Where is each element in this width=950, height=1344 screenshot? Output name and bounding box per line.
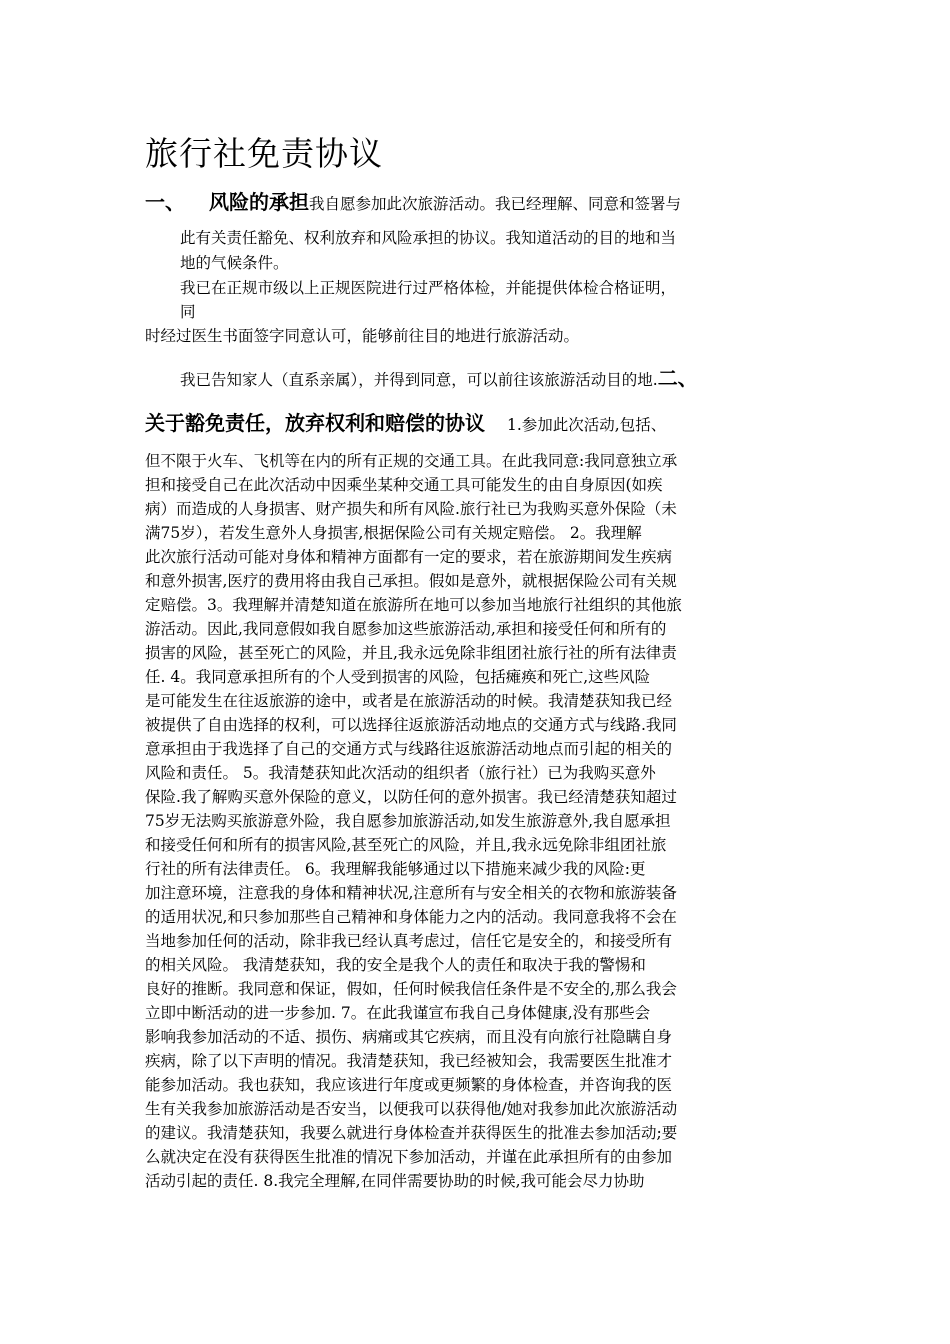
section2-first-line — [145, 410, 825, 438]
paragraph-line: 么就决定在没有获得医生批准的情况下参加活动，并谨在此承担所有的由参加 — [145, 1148, 673, 1166]
paragraph-line: 定赔偿。3。我理解并清楚知道在旅游所在地可以参加当地旅行社组织的其他旅 — [145, 596, 682, 614]
paragraph-line: 75岁无法购买旅游意外险，我自愿参加旅游活动,如发生旅游意外,我自愿承担 — [145, 812, 671, 830]
paragraph-line: 游活动。因此,我同意假如我自愿参加这些旅游活动,承担和接受任何和所有的 — [145, 620, 667, 638]
paragraph-line: 活动引起的责任. 8.我完全理解,在同伴需要协助的时候,我可能会尽力协助 — [145, 1172, 645, 1190]
paragraph-line: 疾病，除了以下声明的情况。我清楚获知，我已经被知会，我需要医生批准才 — [145, 1052, 673, 1070]
paragraph-line: 生有关我参加旅游活动是否安当，以便我可以获得他/她对我参加此次旅游活动 — [145, 1100, 678, 1118]
paragraph-line: 时经过医生书面签字同意认可，能够前往目的地进行旅游活动。 — [145, 327, 580, 345]
paragraph-line: 加注意环境，注意我的身体和精神状况,注意所有与安全相关的衣物和旅游装备 — [145, 884, 677, 902]
section1-number: 一、 — [145, 190, 185, 214]
section2-number: 二、 — [657, 366, 698, 390]
paragraph-line: 病）而造成的人身损害、财产损失和所有风险.旅行社已为我购买意外保险（未 — [145, 500, 677, 518]
paragraph-line: 立即中断活动的进一步参加. 7。在此我谨宣布我自己身体健康,没有那些会 — [145, 1004, 651, 1022]
paragraph-line: 行社的所有法律责任。 6。我理解我能够通过以下措施来减少我的风险:更 — [145, 860, 646, 878]
paragraph-line: 是可能发生在往返旅游的途中，或者是在旅游活动的时候。我清楚获知我已经 — [145, 692, 673, 710]
section2-first-line-text: 1.参加此次活动,包括、 — [507, 416, 667, 434]
paragraph-line: 当地参加任何的活动，除非我已经认真考虑过，信任它是安全的，和接受所有 — [145, 932, 673, 950]
section1-first-line — [145, 190, 810, 216]
paragraph-line: 能参加活动。我也获知，我应该进行年度或更频繁的身体检查，并咨询我的医 — [145, 1076, 673, 1094]
paragraph-line: 的相关风险。 我清楚获知，我的安全是我个人的责任和取决于我的警惕和 — [145, 956, 646, 974]
family-consent-line — [180, 366, 840, 392]
paragraph-line: 和接受任何和所有的损害风险,甚至死亡的风险，并且,我永远免除非组团社旅 — [145, 836, 667, 854]
paragraph-line: 保险.我了解购买意外保险的意义，以防任何的意外损害。我已经清楚获知超过 — [145, 788, 677, 806]
paragraph-line: 担和接受自己在此次活动中因乘坐某种交通工具可能发生的由自身原因(如疾 — [145, 476, 663, 494]
paragraph-line: 的适用状况,和只参加那些自己精神和身体能力之内的活动。我同意我将不会在 — [145, 908, 677, 926]
paragraph-line: 良好的推断。我同意和保证，假如，任何时候我信任条件是不安全的,那么我会 — [145, 980, 677, 998]
paragraph-line: 任. 4。我同意承担所有的个人受到损害的风险，包括瘫痪和死亡,这些风险 — [145, 668, 651, 686]
section1-first-line-text: 我自愿参加此次旅游活动。我已经理解、同意和签署与 — [309, 195, 682, 213]
paragraph-line: 被提供了自由选择的权利，可以选择往返旅游活动地点的交通方式与线路.我同 — [145, 716, 677, 734]
paragraph-line: 意承担由于我选择了自己的交通方式与线路往返旅游活动地点而引起的相关的 — [145, 740, 673, 758]
paragraph-line: 和意外损害,医疗的费用将由我自己承担。假如是意外，就根据保险公司有关规 — [145, 572, 677, 590]
paragraph-line: 但不限于火车、飞机等在内的所有正规的交通工具。在此我同意:我同意独立承 — [145, 452, 678, 470]
paragraph-line: 此有关责任豁免、权利放弃和风险承担的协议。我知道活动的目的地和当 — [180, 229, 677, 247]
paragraph-line: 的建议。我清楚获知，我要么就进行身体检查并获得医生的批准去参加活动;要 — [145, 1124, 678, 1142]
paragraph-line: 此次旅行活动可能对身体和精神方面都有一定的要求，若在旅游期间发生疾病 — [145, 548, 673, 566]
paragraph-line: 我已在正规市级以上正规医院进行过严格体检，并能提供体检合格证明， — [180, 279, 677, 297]
paragraph-line: 影响我参加活动的不适、损伤、病痛或其它疾病，而且没有向旅行社隐瞒自身 — [145, 1028, 673, 1046]
paragraph-line: 风险和责任。 5。我清楚获知此次活动的组织者（旅行社）已为我购买意外 — [145, 764, 656, 782]
paragraph-line: 同 — [180, 303, 196, 321]
paragraph-line: 地的气候条件。 — [180, 254, 289, 272]
document-title: 旅行社免责协议 — [145, 134, 383, 173]
section1-heading: 风险的承担 — [209, 190, 309, 214]
section2-heading: 关于豁免责任，放弃权利和赔偿的协议 — [145, 411, 485, 435]
family-consent-text: 我已告知家人（直系亲属），并得到同意，可以前往该旅游活动目的地. — [180, 371, 658, 389]
paragraph-line: 满75岁），若发生意外人身损害,根据保险公司有关规定赔偿。 2。我理解 — [145, 524, 642, 542]
paragraph-line: 损害的风险，甚至死亡的风险，并且,我永远免除非组团社旅行社的所有法律责 — [145, 644, 677, 662]
